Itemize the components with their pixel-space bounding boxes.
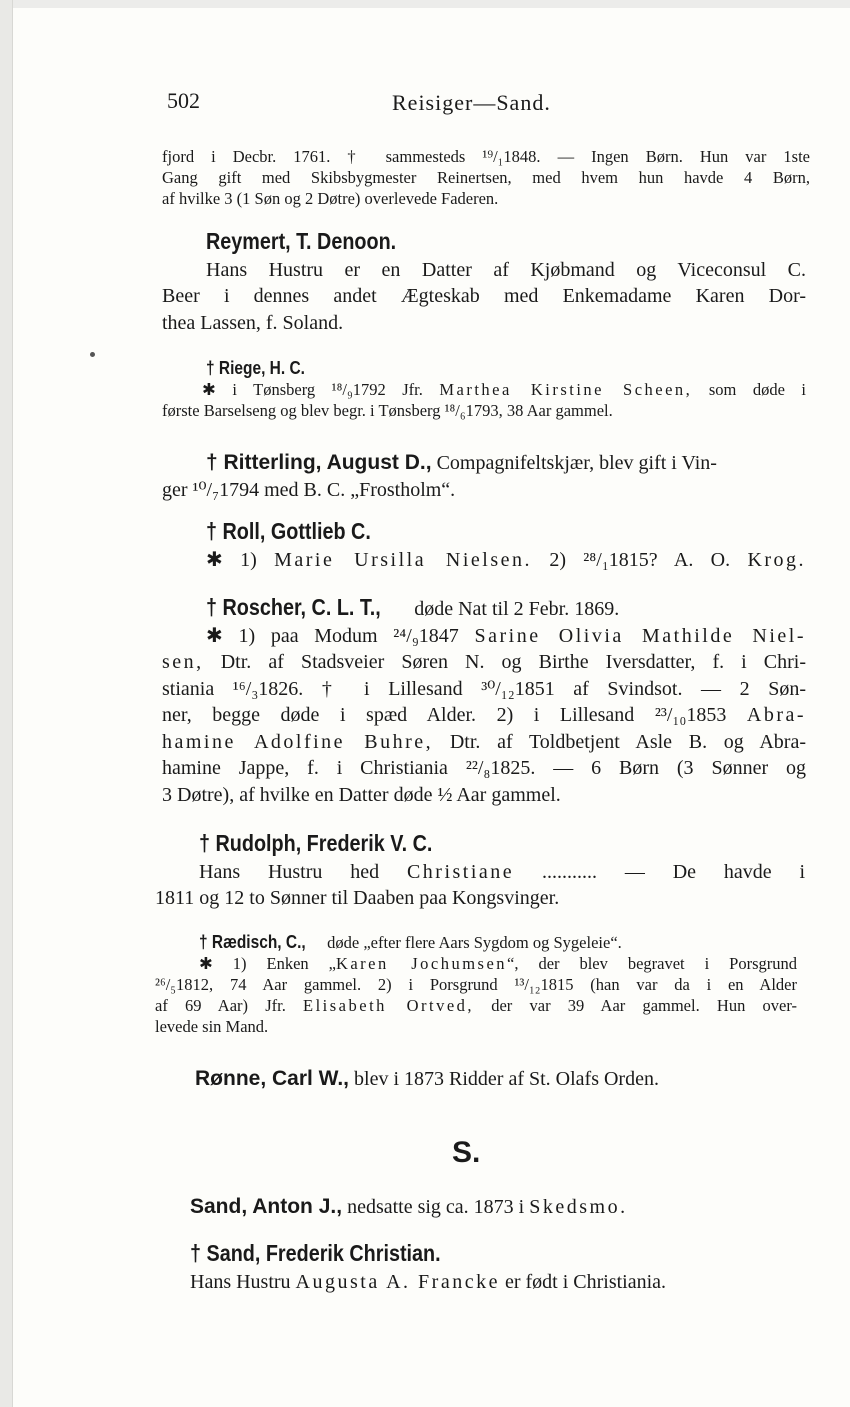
text-fragment: er født i Christiania.: [504, 1270, 667, 1293]
text-fragment: af 69 Aar) Jfr.: [155, 996, 286, 1015]
text-line: 3 Døtre), af hvilke en Datter døde ½ Aar gammel.: [162, 783, 561, 806]
entry-raedisch: [155, 932, 797, 1037]
text-line: fjord i Decbr. 1761. † sammesteds ¹⁹/₁1848. — Ingen Børn. Hun var 1ste: [162, 147, 810, 166]
text-line: Beer i dennes andet Ægteskab med Enkemadame Karen Dor-: [162, 285, 806, 307]
spouse-name: hamine Adolfine Buhre,: [162, 730, 434, 753]
text-fragment: Compagnifeltskjær, blev gift i Vin-: [436, 452, 717, 474]
entry-name: Sand, Anton J.,: [190, 1195, 343, 1218]
entry-roll: [162, 518, 806, 573]
margin-speck: [90, 352, 95, 357]
entry-riege: [162, 358, 806, 421]
text-line: hamine Jappe, f. i Christiania ²²/₈1825. — 6 Børn (3 Sønner og: [162, 757, 806, 779]
entry-name: † Riege, H. C.: [206, 358, 305, 378]
place-name: Skedsmo.: [529, 1196, 628, 1218]
text-fragment: “, der blev begravet i Porsgrund: [507, 954, 797, 973]
text-fragment: ✱ i Tønsberg ¹⁸/₉1792 Jfr.: [202, 380, 423, 399]
spouse-name: Elisabeth Ortved,: [303, 996, 475, 1015]
text-line: første Barselseng og blev begr. i Tønsberg ¹⁸/₆1793, 38 Aar gammel.: [162, 401, 613, 420]
text-line: ²⁶/₅1812, 74 Aar gammel. 2) i Porsgrund ¹³/₁₂1815 (han var da i en Alder: [155, 975, 797, 994]
text-fragment: Dtr. af Stadsveier Søren N. og Birthe Iversdatter, f. i Chri-: [220, 651, 806, 673]
text-fragment: ✱ 1): [206, 548, 257, 571]
entry-name: † Roll, Gottlieb C.: [206, 518, 371, 544]
entry-name: † Rudolph, Frederik V. C.: [199, 830, 433, 856]
text-line: stiania ¹⁶/₃1826. † i Lillesand ³⁰/₁₂1851 af Svindsot. — 2 Søn-: [162, 677, 806, 700]
text-line: levede sin Mand.: [155, 1017, 269, 1036]
entry-name: † Rædisch, C.,: [199, 932, 306, 952]
text-line: thea Lassen, f. Soland.: [162, 311, 344, 334]
entry-rudolph: [155, 830, 805, 912]
running-head: Reisiger—Sand.: [392, 90, 551, 115]
spouse-name: Sarine Olivia Mathilde Niel-: [474, 624, 806, 647]
entry-name: † Ritterling, August D.,: [206, 451, 432, 474]
text-fragment: 2) ²⁸/₁1815? A. O.: [549, 548, 731, 571]
spouse-name: Krog.: [747, 548, 807, 571]
text-fragment: ner, begge døde i spæd Alder. 2) i Lillesand ²³/₁₀1853: [162, 704, 727, 726]
spouse-name: sen,: [162, 651, 204, 673]
text-fragment: ✱ 1) Enken „: [199, 954, 336, 973]
text-fragment: der var 39 Aar gammel. Hun over-: [491, 996, 797, 1015]
text-fragment: ........... — De havde i: [542, 860, 805, 883]
spouse-name: Marie Ursilla Nielsen.: [274, 548, 532, 571]
entry-roscher: [162, 594, 806, 808]
entry-sand-frederik: [150, 1240, 800, 1295]
text-fragment: Hans Hustru hed: [199, 860, 380, 883]
spouse-name: Abra-: [746, 704, 807, 726]
text-line: ger ¹⁰/₇1794 med B. C. „Frostholm“.: [162, 478, 456, 501]
entry-continuation: [162, 146, 810, 209]
spouse-name: Augusta A. Francke: [295, 1270, 500, 1293]
entry-name: Reymert, T. Denoon.: [206, 228, 397, 254]
entry-reymert: [162, 228, 806, 336]
page-number: 502: [167, 88, 200, 113]
entry-name: † Roscher, C. L. T.,: [206, 594, 381, 620]
text-fragment: nedsatte sig ca. 1873 i: [347, 1196, 525, 1218]
text-fragment: som døde i: [708, 380, 807, 399]
text-fragment: Dtr. af Toldbetjent Asle B. og Abra-: [449, 730, 807, 753]
text-line: Hans Hustru er en Datter af Kjøbmand og Viceconsul C.: [206, 258, 806, 281]
text-fragment: Hans Hustru: [190, 1270, 291, 1293]
entry-name: Rønne, Carl W.,: [195, 1067, 350, 1090]
text-fragment: døde „efter flere Aars Sygdom og Sygeleie“.: [327, 933, 622, 952]
entry-name: † Sand, Frederik Christian.: [190, 1240, 441, 1266]
text-fragment: blev i 1873 Ridder af St. Olafs Orden.: [354, 1068, 659, 1090]
text-line: 1811 og 12 to Sønner til Daaben paa Kongsvinger.: [155, 887, 560, 909]
text-fragment: ✱ 1) paa Modum ²⁴/₉1847: [206, 624, 459, 647]
entry-ronne: [155, 1066, 797, 1093]
entry-ritterling: [162, 450, 806, 503]
entry-sand-anton: [150, 1194, 800, 1221]
text-line: af hvilke 3 (1 Søn og 2 Døtre) overlevede Faderen.: [162, 189, 499, 208]
spouse-name: Christiane: [406, 860, 515, 883]
spouse-name: Marthea Kirstine Scheen,: [439, 380, 693, 399]
text-line: Gang gift med Skibsbygmester Reinertsen, med hvem hun havde 4 Børn,: [162, 168, 810, 187]
text-fragment: døde Nat til 2 Febr. 1869.: [414, 598, 620, 620]
spouse-name: Karen Jochumsen: [335, 954, 508, 973]
section-letter: S.: [452, 1136, 481, 1169]
